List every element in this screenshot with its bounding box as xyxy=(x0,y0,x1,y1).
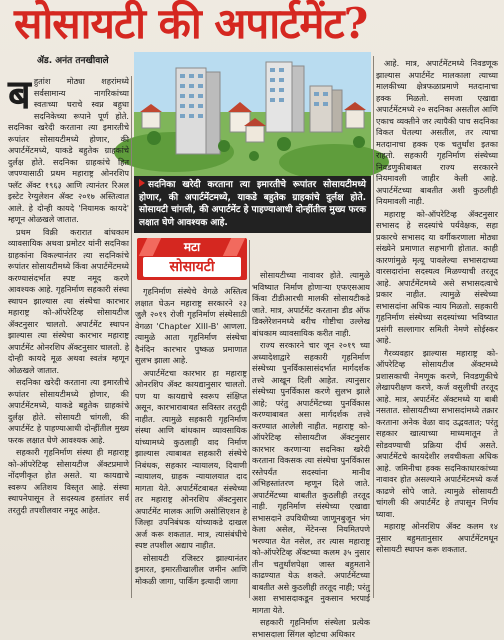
article-column-4 xyxy=(376,58,498,598)
paragraph: सदनिका खरेदी करताना त्या इमारतीचे रूपांतर सोसायटीमध्ये होणार, की अपार्टमेंटमध्ये, याकडे बहुतेक ग्राहकांचे दुर्लक्ष होते. सोसायटी चांगली, की अपार्टमेंट हे पाहण्याआधी दोन्हींतील मुख्य फरक लक्षात घेणे आवश्यक आहे. xyxy=(8,377,129,445)
column-divider xyxy=(249,240,250,598)
paragraph: सोसायटी रजिस्टर झाल्यानंतर इमारत, इमारतीखालील जमीन आणि मोकळी जागा, पार्किंग इत्यादी जागा xyxy=(135,552,247,586)
logo-top-text: मटा xyxy=(183,240,201,254)
headline-text: सोसायटी की अपार्टमेंट? xyxy=(14,0,368,48)
paragraph: महाराष्ट्र को-ऑपरेटिव्ह ॲक्टनुसार सभासद हे सदस्यांचे पर्यवेक्षक, सहा प्रकारचे सभासद या वर्गीकरणाला मोठ्या संख्येने प्रमाणात सहभागी होतात. काही कारणांमुळे मृत्यू पावलेल्या सभासदाच्या वारसदारांना सदस्यत्व मिळण्याची तरतूद आहे. अपार्टमेंटमध्ये असे सभासदत्वाचे प्रकार नाहीत. त्यामुळे संस्थेच्या सभासदांना अधिक न्याय मिळतो. सहकारी गृहनिर्माण संस्थेच्या सदस्यांच्या भविष्यात प्रसंगी सल्लागार समिती नेमणे सोईस्कर आहे. xyxy=(376,208,498,345)
paragraph: हुतांश मोठ्या शहरांमध्ये सर्वसामान्य नागरिकांच्या स्वतःच्या घराचे स्वप्न बहुधा सदनिकेच्या रूपाने पूर्ण होते. सदनिका खरेदी करताना त्या इमारतीचे रूपांतर सोसायटीमध्ये होणार, की अपार्टमेंटमध्ये, याकडे बहुतेक ग्राहकांचे दुर्लक्ष होते. सदनिका ग्राहकांचे हित जपण्यासाठी प्रथम महाराष्ट्र ओनरशिप फ्लॅट ॲक्ट १९६३ आणि त्यानंतर रिअल इस्टेट रेग्युलेशन ॲक्ट २०१७ अस्तित्वात आले. हे दोन्ही कायदे 'नियामक कायदे' म्हणून ओळखले जातात. xyxy=(8,76,129,224)
paragraph: आहे. मात्र, अपार्टमेंटमध्ये निवडणूक झाल्यास अपार्टमेंट मालकाला त्याच्या मालकीच्या क्षेत्रफळाप्रमाणे मतदानाचा हक्क मिळतो. समजा एखाद्या अपार्टमेंटमध्ये २० सदनिका असतील आणि एकाच व्यक्तीने जर त्यापैकी पाच सदनिका विकत घेतल्या असतील, तर त्याचा मतदानाचा हक्क एक चतुर्थांश इतका राहतो. सहकारी गृहनिर्माण संस्थेच्या निवडणुकीबाबत राज्य सरकारने नियमावली जाहीर केली आहे. अपार्टमेंटच्या बाबतीत अशी कुठलीही नियमावली नाही. xyxy=(376,58,498,206)
caption-text: सदनिका खरेदी करताना त्या इमारतीचे रूपांतर सोसायटीमध्ये होणार, की अपार्टमेंटमध्ये, याकडे बहुतेक ग्राहकांचे दुर्लक्ष होते. सोसायटी चांगली, की अपार्टमेंट हे पाहण्याआधी दोन्हींतील मुख्य फरक लक्षात घेणे आवश्यक आहे. xyxy=(139,180,366,228)
photo-caption xyxy=(134,176,371,233)
paragraph: महाराष्ट्र ओनरशिप ॲक्ट कलम १४ नुसार बहुमतानुसार अपार्टमेंटमधून सोसायटी स्थापन करू शकतात. xyxy=(376,521,498,554)
byline: ॲड. अनंत तनखीवाले xyxy=(37,56,109,66)
drop-cap: ब xyxy=(8,71,31,118)
buildings-photo xyxy=(134,52,371,176)
article-column-1 xyxy=(8,71,129,598)
article-column-3 xyxy=(252,270,370,639)
paragraph: सहकारी गृहनिर्माण संस्थेला प्रत्येक सभासदाला सिंगल व्होटचा अधिकार xyxy=(252,617,370,639)
buildings-illustration xyxy=(134,52,371,176)
paragraph: राज्य सरकारने चार जून २०१९ च्या अध्यादेशाद्वारे सहकारी गृहनिर्माण संस्थेच्या पुनर्विकासासंदर्भात मार्गदर्शक तत्त्वे आखून दिली आहेत. त्यानुसार संस्थेच्या पुनर्विकास करणे सुलभ झाले आहे; परंतु अपार्टमेंटच्या पुनर्विकास करण्याबाबत असा मार्गदर्शक तत्त्वे करण्यात आलेली नाहीत. महाराष्ट्र को-ऑपरेटिव्ह सोसायटीज ॲक्टनुसार कारभार करणाऱ्या सदनिका खरेदी करताना विकसक त्या संस्थेचा पुनर्विकास रस्तेपर्यंत सदस्यांना मानीव अभिहस्तांतरण म्हणून दिले जाते. अपार्टमेंटच्या बाबतीत कुठलीही तरतूद नाही. गृहनिर्माण संस्थेच्या एखाद्या सभासदाने उपविधीच्या जाणूनबुजून भंग केला असेल, मेंटेनन्स नियमितपणे भरण्यात येत नसेल, तर त्यास महाराष्ट्र को-ऑपरेटिव्ह ॲक्टच्या कलम ३५ नुसार तीन चतुर्थांशपेक्षा जास्त बहुमताने काढण्यात येऊ शकते. अपार्टमेंटच्या बाबतीत असे कुठलीही तरतूद नाही; परंतु अशा सभासदाकडून नुकसान भरपाई मागता येते. xyxy=(252,340,370,615)
logo-bottom-text: सोसायटी xyxy=(143,257,241,277)
mata-society-logo xyxy=(137,238,247,280)
paragraph: सोसायटीच्या नावावर होते. त्यामुळे भविष्यात निर्माण होणाऱ्या एफएसआय किंवा टीडीआरची मालकी सोसायटीकडे जाते. मात्र, अपार्टमेंट करताना डीड ऑफ डिक्लेरेशनमध्ये बरीच गोष्टीचा उल्लेख बांधकाम व्यावसायिक करीत नाही. xyxy=(252,270,370,338)
column-divider xyxy=(131,76,132,598)
caption-arrow-icon xyxy=(139,179,145,187)
paragraph: सहकारी गृहनिर्माण संस्था ही महाराष्ट्र को-ऑपरेटिव्ह सोसायटीज ॲक्टप्रमाणे नोंदणीकृत होत असते. या कायद्याचे स्वरूप अतिशय विस्तृत आहे. संस्था स्थापनेपासून ते सदस्यत्व हस्तांतर सर्व तरतुदी तपशीलवार नमूद आहेत. xyxy=(8,447,129,515)
article-column-2 xyxy=(135,286,247,598)
paragraph: प्रथम विक्री करारात बांधकाम व्यावसायिक अथवा प्रमोटर यांनी सदनिका ग्राहकांना विकल्यानंतर त्या सदनिकांचे रूपांतर सोसायटीमध्ये किंवा अपार्टमेंटमध्ये करण्यासंदर्भात स्पष्ट नमूद करणे आवश्यक आहे. गृहनिर्माण सहकारी संस्था स्थापन झाल्यास त्या संस्थेचा कारभार महाराष्ट्र को-ऑपरेटिव्ह सोसायटीज ॲक्टनुसार चालतो. अपार्टमेंट स्थापन झाल्यास त्या संस्थेचा कारभार महाराष्ट्र अपार्टमेंट ओनरशिप ॲक्टनुसार चालतो. हे दोन्ही कायदे मूळ अथवा स्वतंत्र म्हणून ओळखले जातात. xyxy=(8,226,129,375)
paragraph: गृहनिर्माण संस्थेचे वेगळे अस्तित्व लक्षात घेऊन महाराष्ट्र सरकारने २३ जुलै २०१९ रोजी गृहनिर्माण संस्थेसाठी वेगळा 'Chapter XIII-B' आणला. त्यामुळे आता गृहनिर्माण संस्थेचा दैनंदिन कारभार पुष्कळ प्रमाणात सुलभ झाला आहे. xyxy=(135,286,247,365)
column-divider xyxy=(373,56,374,598)
headline xyxy=(0,0,504,48)
paragraph: गैरव्यवहार झाल्यास महाराष्ट्र को-ऑपरेटिव्ह सोसायटीज ॲक्टमध्ये प्रशासकाची नेमणूक करणे, निवडणुकीचे लेखापरीक्षण करणे, कर्ज वसुलीची तरतूद आहे. मात्र, अपार्टमेंट ॲक्टमध्ये या बाबी नसतात. सोसायटीच्या सभासदांमध्ये तक्रार करताना अनेक वेळा वाद उद्भवतात; परंतु सहकार खात्याच्या माध्यमातून ते सोडवण्याची प्रक्रिया दीर्घ असते. अपार्टमेंटचे कायदेशीर लवचीकता अधिक आहे. जमिनीचा हक्क सदनिकाधारकांच्या नावावर होत असल्याने अपार्टमेंटमध्ये कर्ज काढणे सोपे जाते. त्यामुळे सोसायटी चांगली की अपार्टमेंट हे तपासून निर्णय घ्यावा. xyxy=(376,347,498,519)
paragraph: अपार्टमेंटचा कारभार हा महाराष्ट्र ओनरशिप ॲक्ट कायद्यानुसार चालतो. पण या कायद्याचे स्वरूप संक्षिप्त असून, कारभाराबाबत सविस्तर तरतुदी नाहीत. त्यामुळे सहकारी गृहनिर्माण संस्था आणि बांधकाम व्यावसायिक यांच्यामध्ये कुठलाही वाद निर्माण झाल्यास त्याबाबत सहकारी संस्थेचे निबंधक, सहकार न्यायालय, दिवाणी न्यायालय, ग्राहक न्यायालयात दाद मागता येते. अपार्टमेंटबाबत संस्थेच्या तर महाराष्ट्र ओनरशिप ॲक्टनुसार अपार्टमेंट मालक आणि असोसिएशन हे जिल्हा उपनिबंधक यांच्याकडे दाखल अर्ज करू शकतात. मात्र, त्यासंबंधीचे स्पष्ट तपशील अद्याप नाहीत. xyxy=(135,367,247,550)
